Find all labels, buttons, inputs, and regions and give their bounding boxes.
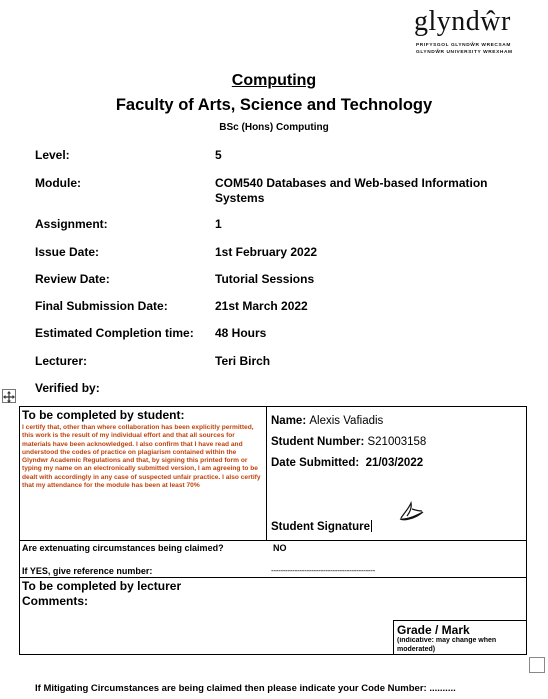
student-name-value: Alexis Vafiadis <box>309 415 384 427</box>
plagiarism-declaration: I certify that, other than where collaboration has been explicitly permitted, this work is the result of my individual effort and that all sources for materials have been acknowledged. I also confirm that I have read and understood the codes of practice on plagiarism contained within the Glyndwr Academic Regulations and that, by signing this printed form or typing my name on an electronically submitted version, I am agreeing to be dealt with accordingly in any case of suspected unfair practice. I also certify that my attendance for the module has been at least 70% <box>22 424 261 490</box>
date-submitted-label: Date Submitted: <box>271 457 360 469</box>
date-submitted-field <box>271 457 423 469</box>
text-cursor <box>371 520 372 532</box>
signature-image <box>397 500 427 524</box>
module-value: COM540 Databases and Web-based Information Systems <box>215 176 488 205</box>
student-section-heading: To be completed by student: <box>22 408 185 422</box>
assignment-label: Assignment: <box>35 217 108 231</box>
university-logo <box>412 6 542 56</box>
student-cell-divider <box>266 406 267 540</box>
date-submitted-value: 21/03/2022 <box>365 457 424 469</box>
row-divider-1 <box>19 540 527 541</box>
lecturer-section-heading: To be completed by lecturer <box>22 579 182 593</box>
review-date-value: Tutorial Sessions <box>215 272 315 286</box>
logo-line-welsh: PRIFYSGOL GLYNDŴR WRECSAM <box>416 43 511 48</box>
issue-date-label: Issue Date: <box>35 245 100 259</box>
final-submission-label: Final Submission Date: <box>35 299 168 313</box>
row-divider-2 <box>19 577 527 578</box>
verified-by-label: Verified by: <box>35 381 100 395</box>
module-label: Module: <box>35 176 81 190</box>
course-name: BSc (Hons) Computing <box>219 122 329 133</box>
comments-label: Comments: <box>22 594 89 608</box>
logo-wordmark: glyndŵr <box>414 6 511 37</box>
document-title: Computing <box>231 72 317 89</box>
lecturer-label: Lecturer: <box>35 354 88 368</box>
faculty-heading: Faculty of Arts, Science and Technology <box>115 96 433 114</box>
grade-note: (indicative: may change when moderated) <box>397 637 497 653</box>
student-signature-field[interactable] <box>271 520 372 533</box>
grade-box-left <box>393 620 394 655</box>
extenuating-question: Are extenuating circumstances being claimed? <box>22 543 224 553</box>
student-number-label: Student Number: <box>271 436 365 448</box>
grade-box-top <box>393 620 527 621</box>
page-corner-checkbox[interactable] <box>529 657 545 673</box>
student-signature-label: Student Signature <box>271 521 371 533</box>
table-move-handle-icon[interactable] <box>2 389 16 403</box>
student-name-label: Name: <box>271 415 307 427</box>
level-label: Level: <box>35 148 70 162</box>
completion-time-value: 48 Hours <box>215 326 267 340</box>
student-name-field <box>271 415 383 427</box>
assignment-value: 1 <box>215 217 222 231</box>
review-date-label: Review Date: <box>35 272 110 286</box>
student-number-value: S21003158 <box>367 436 427 448</box>
logo-line-english: GLYNDŴR UNIVERSITY WREXHAM <box>416 50 513 55</box>
level-value: 5 <box>215 148 222 162</box>
final-submission-value: 21st March 2022 <box>215 299 308 313</box>
student-number-field <box>271 436 426 448</box>
issue-date-value: 1st February 2022 <box>215 245 318 259</box>
reference-number-label: If YES, give reference number: <box>22 566 153 576</box>
completion-time-label: Estimated Completion time: <box>35 326 194 340</box>
grade-mark-label: Grade / Mark <box>397 623 470 637</box>
extenuating-answer: NO <box>273 543 287 553</box>
lecturer-value: Teri Birch <box>215 354 271 368</box>
mitigating-circumstances-note: If Mitigating Circumstances are being claimed then please indicate your Code Number: .......... <box>35 683 456 694</box>
reference-number-value: -------------------------------------------- <box>271 566 376 575</box>
